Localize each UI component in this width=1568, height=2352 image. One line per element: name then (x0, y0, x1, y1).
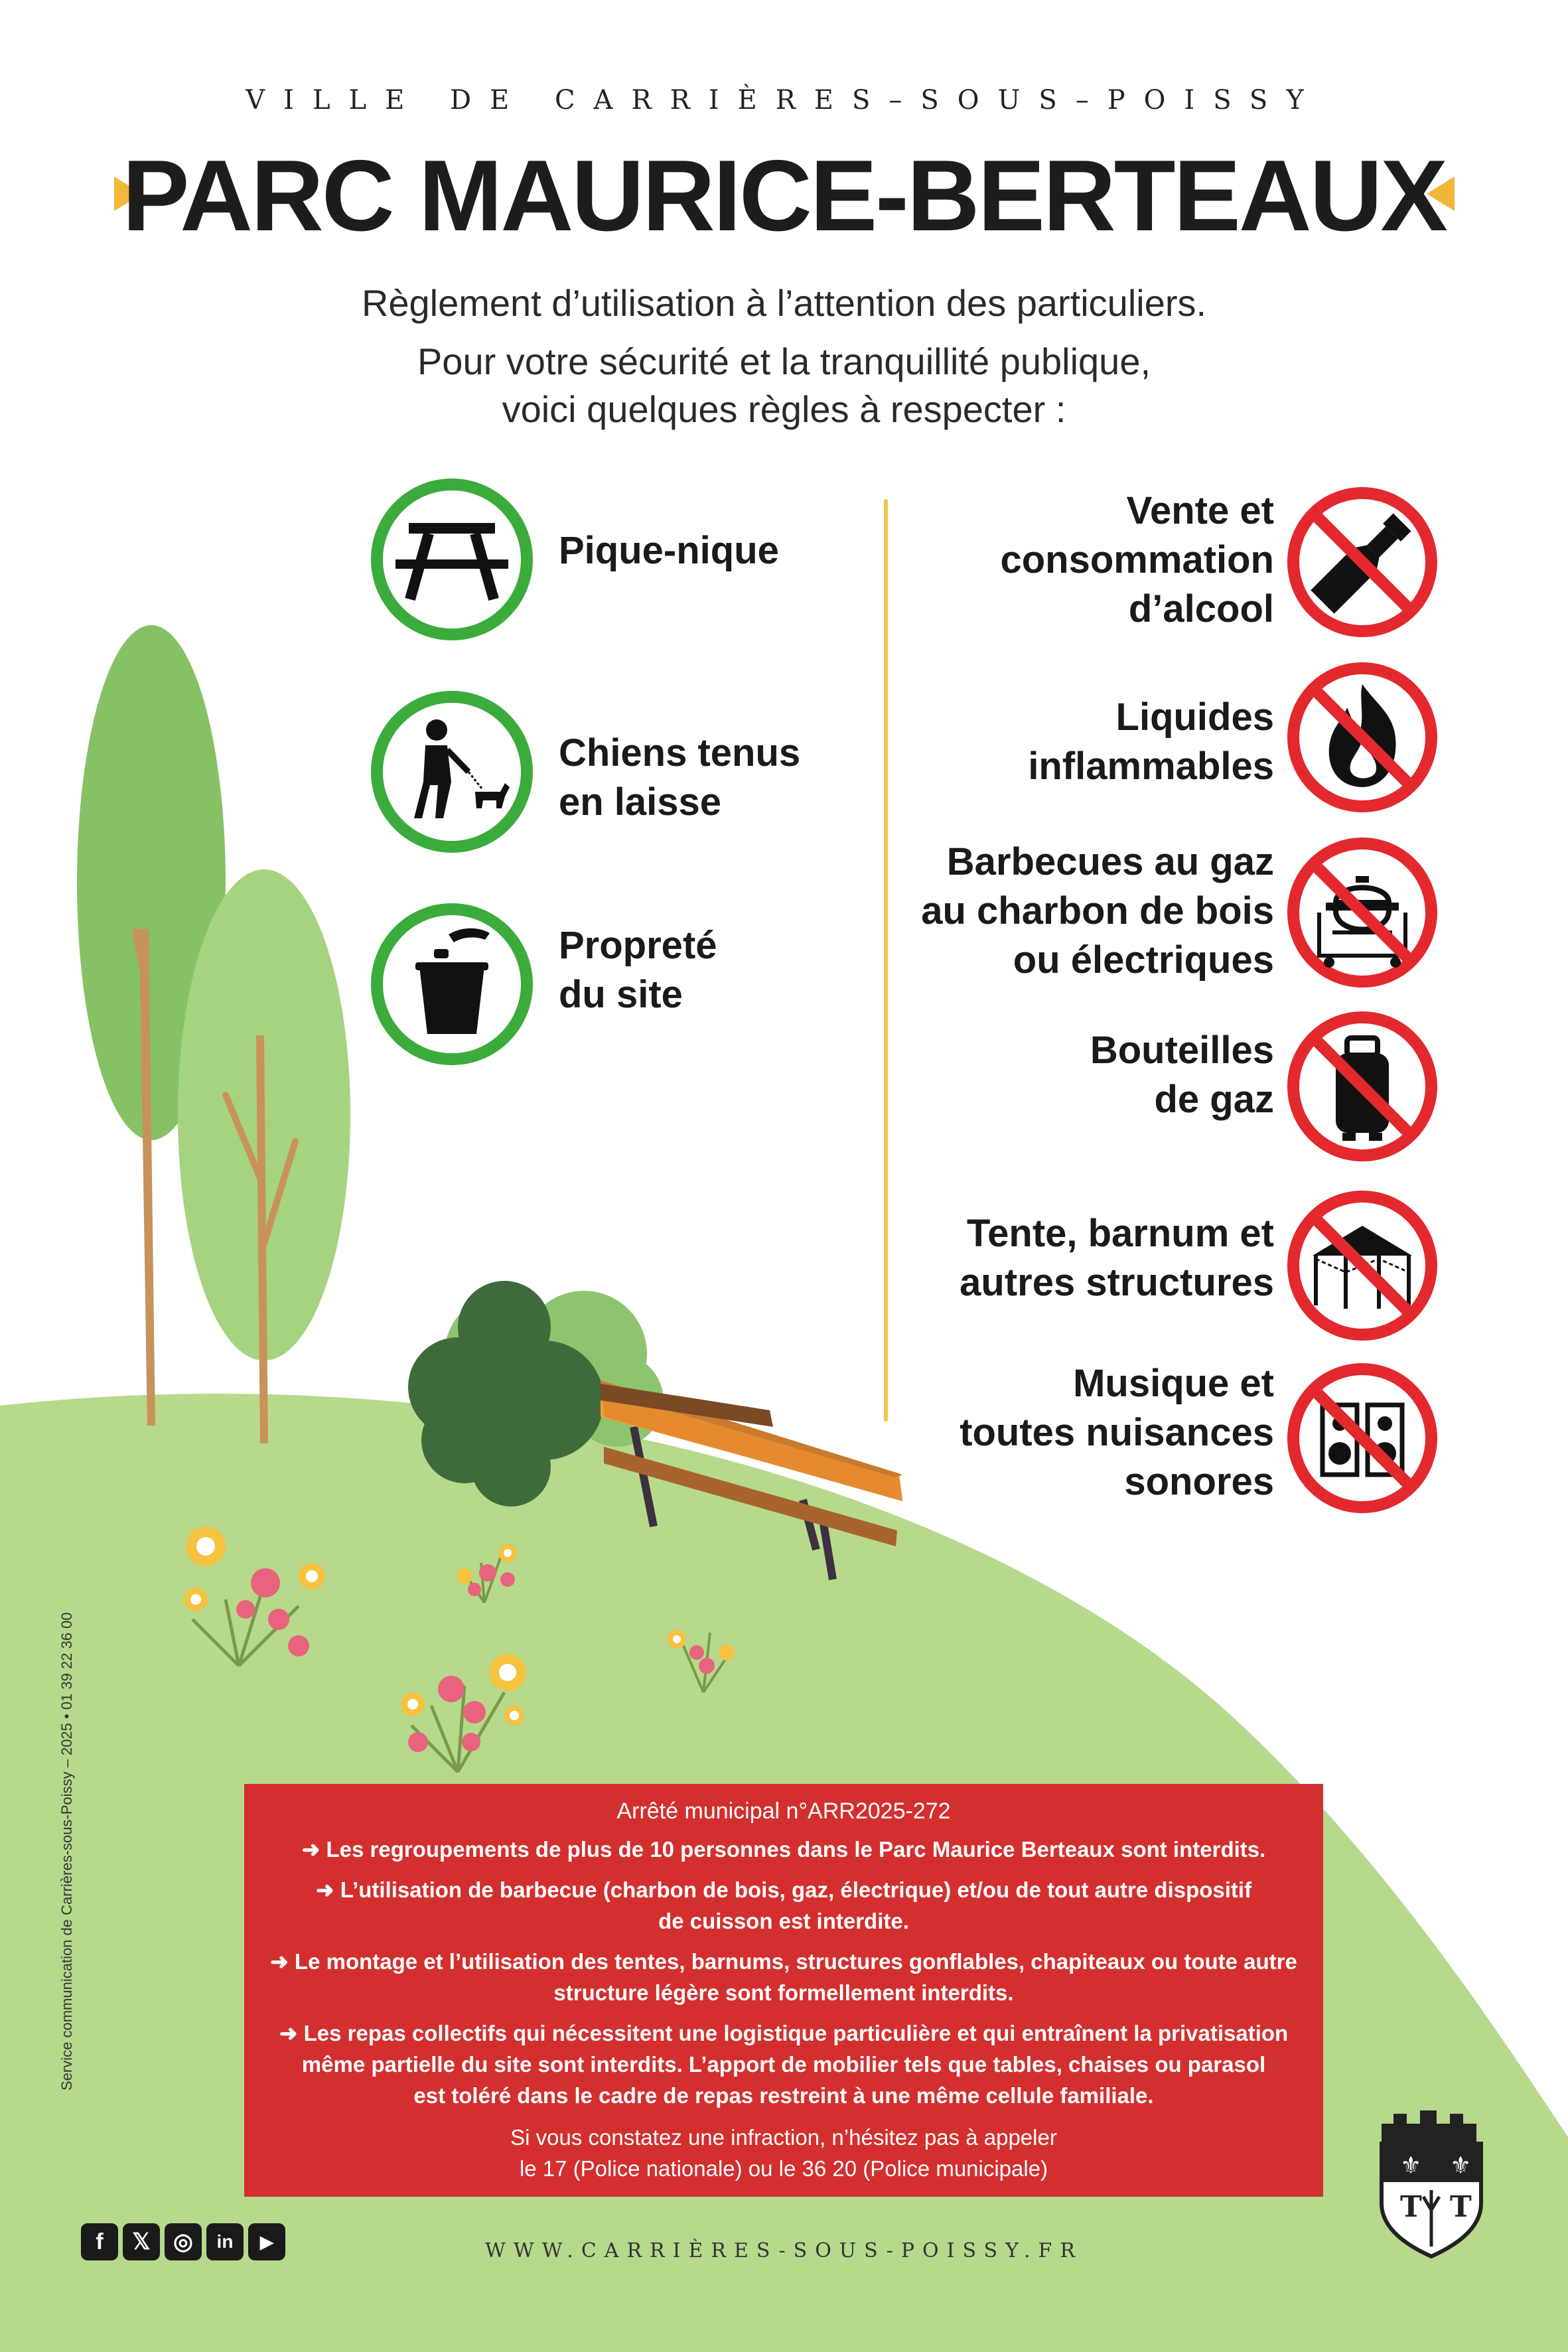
fire-icon (1286, 661, 1439, 814)
forbidden-tent-line-2: autres structures (960, 1261, 1274, 1304)
trash-bin-icon (369, 901, 535, 1067)
decree-footer-line-1: Si vous constatez une infraction, n’hésitez pas à appeler (510, 2125, 1057, 2150)
decree-item-3-line-1: ➜ Le montage et l’utilisation des tentes, barnums, structures gonflables, chapiteaux ou toute autre (270, 1949, 1297, 1974)
decree-item-2-line-2: de cuisson est interdite. (658, 1909, 909, 1933)
forbidden-alcohol-line-3: d’alcool (1128, 587, 1274, 630)
svg-text:⚜: ⚜ (1450, 2152, 1472, 2179)
decree-footer (244, 2122, 1323, 2184)
decree-item-3 (244, 1946, 1323, 2008)
forbidden-tent-line-1: Tente, barnum et (967, 1212, 1274, 1255)
allowed-label-clean-1: Propreté (559, 924, 717, 967)
decree-title: Arrêté municipal n°ARR2025-272 (616, 1799, 951, 1824)
decree-item-3-line-2: structure légère sont formellement interdits. (553, 1980, 1014, 2005)
decree-item-4-line-3: est toléré dans le cadre de repas restreint à une même cellule familiale. (413, 2083, 1154, 2108)
instagram-icon[interactable]: ◎ (165, 2223, 202, 2260)
forbidden-bbq-line-2: au charbon de bois (921, 889, 1274, 932)
decree-footer-line-2: le 17 (Police nationale) ou le 36 20 (Police municipale) (519, 2156, 1048, 2181)
city-name: VILLE DE CARRIÈRES–SOUS–POISSY (246, 85, 1322, 115)
intro-line-1: Règlement d’utilisation à l’attention des particuliers. (361, 282, 1207, 324)
forbidden-gas-line-1: Bouteilles (1090, 1029, 1274, 1072)
town-crest-logo (1382, 2110, 1481, 2256)
dog-on-leash-icon (369, 689, 535, 855)
forbidden-music-line-3: sonores (1124, 1460, 1274, 1503)
forbidden-alcohol-line-2: consommation (1000, 538, 1274, 581)
barbecue-icon (1286, 836, 1439, 989)
svg-text:T: T (1450, 2190, 1472, 2224)
forbidden-flammable-line-1: Liquides (1115, 696, 1274, 739)
facebook-icon[interactable]: f (81, 2223, 118, 2260)
forbidden-label-flammable (770, 693, 1274, 791)
decree-item-1 (244, 1834, 1323, 1865)
decree-item-1-line-1: ➜ Les regroupements de plus de 10 personnes dans le Parc Maurice Berteaux sont interdits. (301, 1837, 1266, 1862)
forbidden-flammable-line-2: inflammables (1028, 745, 1274, 788)
forbidden-label-gas-bottle (770, 1026, 1274, 1124)
tent-icon (1286, 1189, 1439, 1342)
decree-item-4 (244, 2018, 1323, 2111)
forbidden-bbq-line-1: Barbecues au gaz (946, 840, 1274, 883)
allowed-label-picnic: Pique-nique (559, 529, 779, 572)
allowed-label-dogs-1: Chiens tenus (559, 731, 801, 774)
alcohol-bottle-icon (1286, 486, 1439, 638)
picnic-table-icon (369, 477, 535, 642)
forbidden-alcohol-line-1: Vente et (1126, 489, 1274, 532)
linkedin-icon[interactable]: in (206, 2223, 244, 2260)
website-link[interactable]: WWW.CARRIÈRES-SOUS-POISSY.FR (485, 2239, 1083, 2262)
svg-text:⚜: ⚜ (1400, 2152, 1422, 2179)
decree-item-4-line-2: même partielle du site sont interdits. L’apport de mobilier tels que tables, chaises ou parasol (301, 2052, 1266, 2077)
forbidden-gas-line-2: de gaz (1154, 1078, 1274, 1121)
forbidden-label-tent (770, 1209, 1274, 1307)
decree-item-2-line-1: ➜ L’utilisation de barbecue (charbon de bois, gaz, électrique) et/ou de tout autre dispositif (315, 1877, 1252, 1902)
allowed-label-clean-2: du site (559, 973, 683, 1016)
forbidden-label-barbecue (770, 838, 1274, 985)
allowed-label-dogs-2: en laisse (559, 780, 722, 824)
page-title: PARC MAURICE-BERTEAUX (122, 139, 1446, 252)
forbidden-music-line-1: Musique et (1073, 1362, 1274, 1405)
svg-text:T: T (1400, 2190, 1422, 2224)
forbidden-bbq-line-3: ou électriques (1013, 938, 1274, 982)
speaker-icon (1286, 1362, 1439, 1514)
intro-line-3: voici quelques règles à respecter : (502, 388, 1066, 430)
x-icon[interactable]: 𝕏 (123, 2223, 160, 2260)
forbidden-label-music (770, 1359, 1274, 1507)
forbidden-label-alcohol (770, 486, 1274, 634)
municipal-decree-box (244, 1784, 1323, 2197)
credit-text: Service communication de Carrières-sous-Poissy – 2025 • 01 39 22 36 00 (58, 1612, 75, 2091)
gas-bottle-icon (1286, 1010, 1439, 1163)
forbidden-music-line-2: toutes nuisances (960, 1411, 1274, 1454)
decree-item-4-line-1: ➜ Les repas collectifs qui nécessitent une logistique particulière et qui entraînent la privatisation (279, 2021, 1289, 2045)
intro-line-2: Pour votre sécurité et la tranquillité publique, (417, 340, 1151, 382)
youtube-icon[interactable]: ▶ (248, 2223, 285, 2260)
decree-item-2 (244, 1874, 1323, 1937)
